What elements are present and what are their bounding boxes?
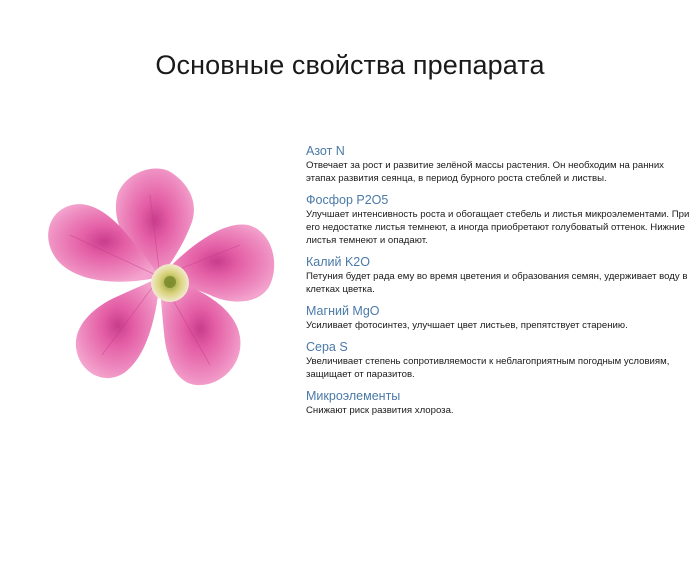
page-title: Основные свойства препарата bbox=[155, 50, 545, 80]
property-name: Магний MgO bbox=[306, 304, 380, 318]
property-description: Отвечает за рост и развитие зелёной массы растения. Он необходим на ранних этапах развития сеянца, в период бурного роста стеблей и листвы. bbox=[306, 160, 664, 184]
property-name: Азот N bbox=[306, 144, 345, 158]
property-nitrogen bbox=[306, 144, 691, 185]
property-magnesium bbox=[306, 304, 691, 332]
property-description: Усиливает фотосинтез, улучшает цвет листьев, препятствует старению. bbox=[306, 320, 628, 331]
petunia-flower-image bbox=[40, 165, 280, 400]
property-phosphorus bbox=[306, 193, 691, 247]
property-description: Увеличивает степень сопротивляемости к неблагоприятным погодным условиям, защищает от паразитов. bbox=[306, 356, 670, 380]
property-description: Улучшает интенсивность роста и обогащает стебель и листья микроэлементами. При его недостатке листья темнеют, а иногда приобретают голубоватый оттенок. Нижние листья темнеют и опадают. bbox=[306, 209, 690, 246]
property-name: Фосфор P2O5 bbox=[306, 193, 389, 207]
property-microelements bbox=[306, 389, 691, 417]
property-name: Микроэлементы bbox=[306, 389, 401, 403]
property-potassium bbox=[306, 255, 691, 296]
properties-list bbox=[306, 144, 691, 425]
petunia-flower-icon bbox=[40, 165, 280, 400]
property-name: Сера S bbox=[306, 340, 348, 354]
property-name: Калий K2O bbox=[306, 255, 370, 269]
property-description: Снижают риск развития хлороза. bbox=[306, 405, 454, 416]
property-description: Петуния будет рада ему во время цветения и образования семян, удерживает воду в клетках цветка. bbox=[306, 271, 688, 295]
property-sulfur bbox=[306, 340, 691, 381]
